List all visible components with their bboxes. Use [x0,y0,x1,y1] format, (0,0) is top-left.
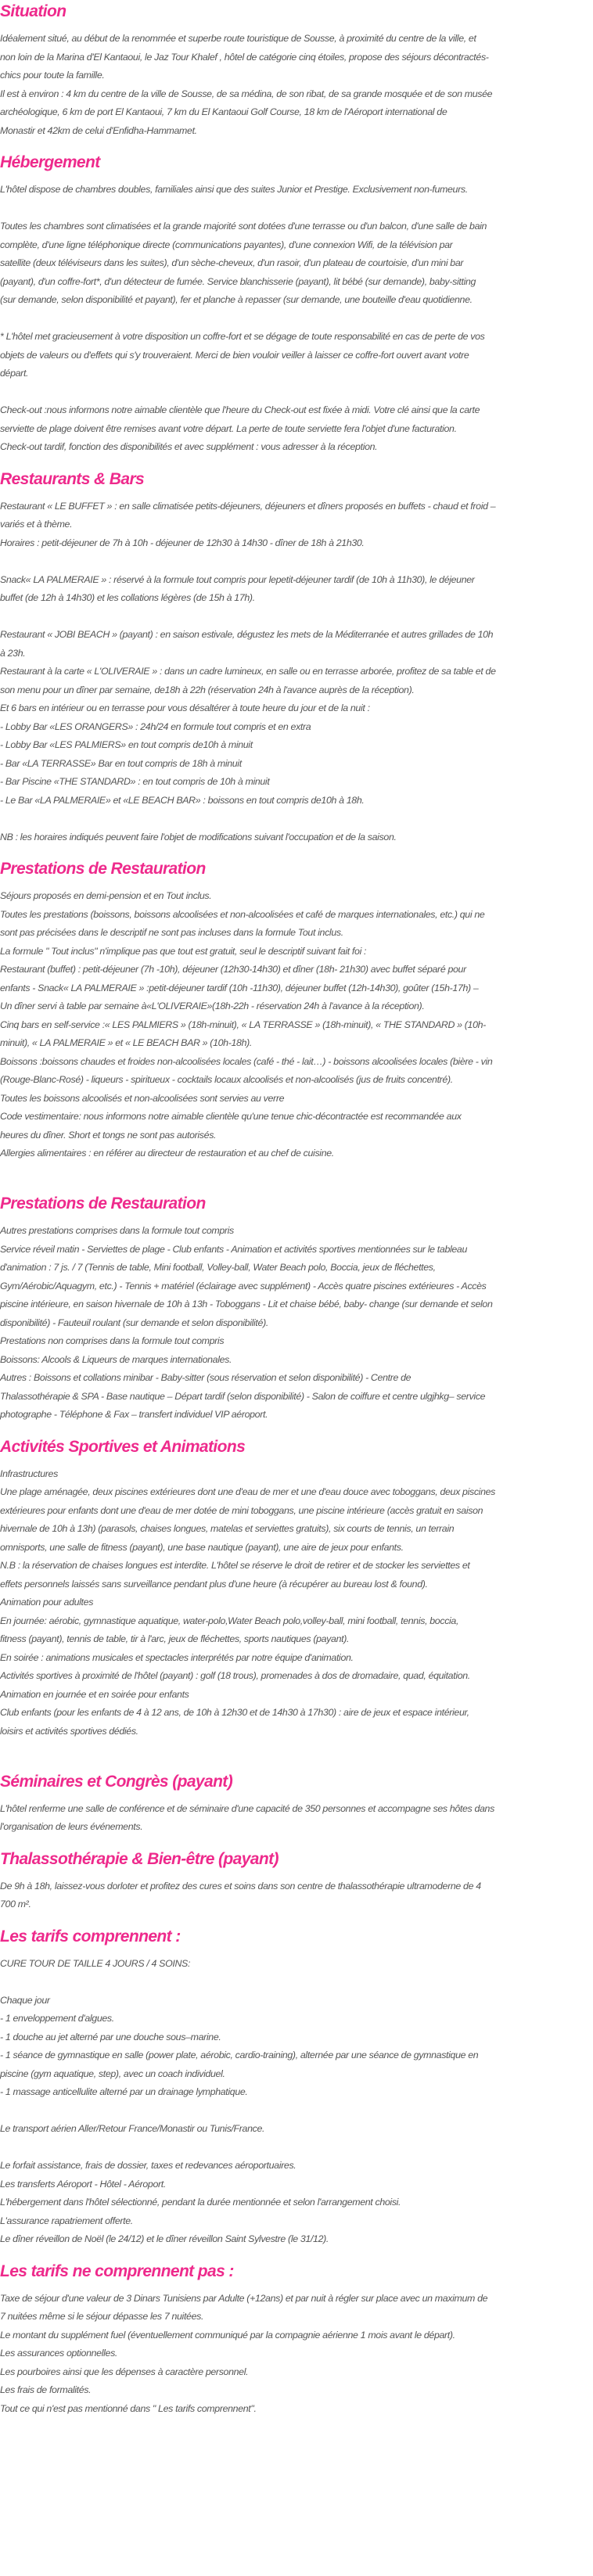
blank-line [0,310,591,329]
blank-line [0,1163,591,1182]
text-line: - 1 enveloppement d'algues. [0,2013,114,2024]
section-heading-tarifs-ne-comprennent-pas: Les tarifs ne comprennent pas : [0,2262,234,2280]
text-line: hivernale de 10h à 13h) (parasols, chaises longues, matelas et serviettes gratuits), six courts de tennis, un terrain [0,1523,455,1534]
text-line: Le forfait assistance, frais de dossier, taxes et redevances aéroportuaires. [0,2160,296,2171]
spacer [0,1181,591,1192]
section-heading-activites: Activités Sportives et Animations [0,1437,246,1456]
text-line: satellite (deux téléviseurs dans les suites), d'un sèche-cheveux, d'un rasoir, d'un plateau de courtoisie, d'un mini bar [0,257,464,268]
text-line: - Lobby Bar «LES PALMIERS» en tout compris de10h à minuit [0,739,253,750]
text-line: Les frais de formalités. [0,2384,92,2395]
text-line: l'organisation de leurs événements. [0,1821,143,1832]
section-prestations-restauration-2 [0,1181,591,1425]
text-line: Horaires : petit-déjeuner de 7h à 10h - déjeuner de 12h30 à 14h30 - dîner de 18h à 21h30. [0,537,365,548]
text-line: photographe - Téléphone & Fax – transfert individuel VIP aéroport. [0,1409,268,1420]
text-line: Toutes les prestations (boissons, boissons alcoolisées et non-alcoolisées et café de marques internationales, etc.) qui ne [0,908,485,920]
section-heading-prestations-restauration-1: Prestations de Restauration [0,860,206,878]
text-line: chics pour toute la famille. [0,70,105,81]
text-line: Les pourboires ainsi que les dépenses à caractère personnel. [0,2366,249,2377]
text-line: Le transport aérien Aller/Retour France/Monastir ou Tunis/France. [0,2123,265,2134]
text-line: Toutes les boissons alcoolisés et non-alcoolisées sont servies au verre [0,1092,285,1104]
text-line: - Bar Piscine «THE STANDARD» : en tout compris de 10h à minuit [0,776,270,787]
text-line: départ. [0,368,29,379]
text-line: Taxe de séjour d'une valeur de 3 Dinars Tunisiens par Adulte (+12ans) et par nuit à régler sur place avec un maximum de [0,2292,488,2304]
text-line: minuit), « LA PALMERAIE » et « LE BEACH BAR » (10h-18h). [0,1037,252,1048]
text-line: Tout ce qui n'est pas mentionné dans " Les tarifs comprennent". [0,2402,257,2414]
text-line: Thalassothérapie & SPA - Base nautique – Départ tardif (selon disponibilité) - Salon de coiffure et centre ulgjhkg– service [0,1390,486,1402]
section-heading-tarifs-comprennent: Les tarifs comprennent : [0,1927,181,1945]
spacer [0,457,591,468]
text-line: fitness (payant), tennis de table, tir à l'arc, jeux de fléchettes, sports nautiques (payant). [0,1633,350,1644]
text-line: heures du dîner. Short et tongs ne sont pas autorisés. [0,1129,217,1141]
spacer [0,140,591,151]
text-line: Restaurant à la carte « L'OLIVERAIE » : dans un cadre lumineux, en salle ou en terrasse arborée, profitez de sa table et de [0,666,496,677]
text-line: Toutes les chambres sont climatisées et la grande majorité sont dotées d'une terrasse ou d'un balcon, d'une salle de bain [0,221,487,232]
blank-line [0,810,591,828]
section-body [0,1955,591,2249]
text-line: Le montant du supplément fuel (éventuellement communiqué par la compagnie aérienne 1 mois avant le départ). [0,2329,455,2341]
spacer [0,1837,591,1848]
text-line: - Bar «LA TERRASSE» Bar en tout compris de 18h à minuit [0,757,242,769]
section-body [0,1222,591,1425]
text-line: (sur demande, selon disponibilité et payant), fer et planche à repasser (sur demande, une bouteille d'eau quotidienne. [0,294,473,305]
section-heading-thalasso: Thalassothérapie & Bien-être (payant) [0,1849,279,1868]
text-line: - Lobby Bar «LES ORANGERS» : 24h/24 en formule tout compris et en extra [0,720,311,732]
text-line: NB : les horaires indiqués peuvent faire l'objet de modifications suivant l'occupation et de la saison. [0,831,397,842]
section-situation [0,0,591,140]
text-line: Restaurant (buffet) : petit-déjeuner (7h -10h), déjeuner (12h30-14h30) et dîner (18h- 21h30) avec buffet séparé pour [0,964,466,975]
text-line: Il est à environ : 4 km du centre de la ville de Sousse, de sa médina, de son ribat, de sa grande mosquée et de son musée [0,88,493,99]
text-line: Et 6 bars en intérieur ou en terrasse pour vous désaltérer à toute heure du jour et de la nuit : [0,702,370,713]
text-line: En soirée : animations musicales et spectacles interprétés par notre équipe d'animation. [0,1651,354,1663]
text-line: Idéalement situé, au début de la renommée et superbe route touristique de Sousse, à proximité du centre de la ville, et [0,33,476,44]
spacer [0,174,591,181]
text-line: Check-out :nous informons notre aimable clientèle que l'heure du Check-out est fixée à midi. Votre clé ainsi que la carte [0,404,480,415]
text-line: Un dîner servi à table par semaine à«L'OLIVERAIE»(18h-22h - réservation 24h à l'avance à la réception). [0,1001,425,1011]
text-line: Prestations non comprises dans la formule tout compris [0,1335,225,1346]
text-line: Check-out tardif, fonction des disponibilités et avec supplément : vous adresser à la réception. [0,441,378,452]
text-line: enfants - Snack« LA PALMERAIE » :petit-déjeuner tardif (10h -11h30), déjeuner buffet (12h-14h30), goûter (15h-17h) – [0,982,479,993]
text-line: à 23h. [0,647,26,659]
text-line: - 1 séance de gymnastique en salle (power plate, aérobic, cardio-training), alternée par une séance de gymnastique en [0,2050,479,2060]
section-body [0,1465,591,1759]
section-prestations-restauration-1 [0,846,591,1181]
text-line: - 1 douche au jet alterné par une douche sous–marine. [0,2031,221,2042]
text-line: N.B : la réservation de chaises longues est interdite. L'hôtel se réserve le droit de retirer et de stocker les serviettes et [0,1560,470,1571]
section-body [0,1877,591,1914]
text-line: omnisports, une salle de fitness (payant), une base nautique (payant), une aire de jeux pour enfants. [0,1541,404,1553]
text-line: piscine (gym aquatique, step), avec un coach individuel. [0,2068,225,2079]
text-line: Autres : Boissons et collations minibar - Baby-sitter (sous réservation et selon disponibilité) - Centre de [0,1372,412,1383]
spacer [0,1871,591,1877]
blank-line [0,383,591,402]
text-line: L'hôtel dispose de chambres doubles, familiales ainsi que des suites Junior et Prestige. Exclusivement non-fumeurs. [0,184,468,195]
text-line: Service réveil matin - Serviettes de plage - Club enfants - Animation et activités sportives mentionnées sur le tableau [0,1243,468,1255]
blank-line [0,199,591,218]
text-line: Cinq bars en self-service :« LES PALMIERS » (18h-minuit), « LA TERRASSE » (18h-minuit), « THE STANDARD » (10h- [0,1019,486,1030]
section-heading-seminaires: Séminaires et Congrès (payant) [0,1772,233,1791]
text-line: Chaque jour [0,1994,50,2006]
blank-line [0,608,591,627]
text-line: (payant), d'un coffre-fort*, d'un détecteur de fumée. Service blanchisserie (payant), lit bébé (sur demande), baby-sitting [0,275,476,287]
text-line: non loin de la Marina d'El Kantaoui, le Jaz Tour Khalef , hôtel de catégorie cinq étoiles, propose des séjours décontractés- [0,51,489,63]
spacer [0,2283,591,2290]
text-line: buffet (de 12h à 14h30) et les collations légères (de 15h à 17h). [0,592,255,603]
blank-line [0,1973,591,1992]
text-line: Infrastructures [0,1468,58,1479]
spacer [0,2249,591,2260]
text-line: 7 nuitées même si le séjour dépasse les 7 nuitées. [0,2311,204,2322]
text-line: Animation en journée et en soirée pour enfants [0,1688,189,1700]
text-line: variés et à thème. [0,519,73,530]
spacer [0,881,591,887]
section-body [0,30,591,140]
spacer [0,491,591,498]
blank-line [0,552,591,571]
section-body [0,181,591,457]
section-seminaires [0,1759,591,1837]
text-line: complète, d'une ligne téléphonique directe (communications payantes), d'une connexion Wifi, de la télévision par [0,239,453,250]
text-line: Animation pour adultes [0,1597,94,1608]
spacer [0,1459,591,1465]
text-line: Boissons: Alcools & Liqueurs de marques internationales. [0,1353,232,1365]
spacer [0,1949,591,1955]
text-line: Club enfants (pour les enfants de 4 à 12 ans, de 10h à 12h30 et de 14h30 à 17h30) : aire de jeux et espace intérieur, [0,1707,469,1718]
section-hebergement [0,140,591,457]
spacer [0,1794,591,1800]
section-body [0,1800,591,1837]
section-heading-situation: Situation [0,2,66,20]
text-line: Code vestimentaire: nous informons notre aimable clientèle qu'une tenue chic-décontractée est recommandée aux [0,1111,462,1122]
text-line: extérieures pour enfants dont une d'eau de mer dotée de mini toboggans, une piscine intérieure (accès gratuit en saison [0,1504,483,1516]
text-line: Séjours proposés en demi-pension et en Tout inclus. [0,890,212,901]
spacer [0,1759,591,1770]
text-line: Allergies alimentaires : en référer au directeur de restauration et au chef de cuisine. [0,1148,334,1159]
section-body [0,2290,591,2419]
text-line: Les transferts Aéroport - Hôtel - Aéroport. [0,2178,166,2190]
blank-line [0,2139,591,2157]
spacer [0,846,591,857]
text-line: Snack« LA PALMERAIE » : réservé à la formule tout compris pour lepetit-déjeuner tardif (de 10h à 11h30), le déjeuner [0,573,475,585]
text-line: De 9h à 18h, laissez-vous dorloter et profitez des cures et soins dans son centre de thalassothérapie ultramoderne de 4 [0,1880,481,1892]
spacer [0,1914,591,1925]
section-body [0,498,591,847]
section-heading-restaurants-bars: Restaurants & Bars [0,469,145,488]
text-line: disponibilité) - Fauteuil roulant (sur demande et selon disponibilité). [0,1317,268,1328]
text-line: loisirs et activités sportives dédiés. [0,1725,138,1737]
text-line: Restaurant « LE BUFFET » : en salle climatisée petits-déjeuners, déjeuners et dîners proposés en buffets - chaud et froid – [0,500,496,512]
text-line: archéologique, 6 km de port El Kantaoui, 7 km du El Kantaoui Golf Course, 18 km de l'Aéroport international de [0,106,447,117]
text-line: d'animation : 7 js. / 7 (Tennis de table, Mini football, Volley-ball, Water Beach polo, Boccia, jeux de fléchettes, [0,1262,436,1273]
text-line: objets de valeurs ou d'effets qui s'y trouveraient. Merci de bien vouloir veiller à laisser ce coffre-fort ouvert avant votre [0,349,469,361]
section-activites [0,1425,591,1759]
text-line: L'hébergement dans l'hôtel sélectionné, pendant la durée mentionnée et selon l'arrangement choisi. [0,2197,401,2208]
text-line: effets personnels laissés sans surveillance pendant plus d'une heure (à récupérer au bureau lost & found). [0,1578,428,1590]
text-line: Activités sportives à proximité de l'hôtel (payant) : golf (18 trous), promenades à dos de dromadaire, quad, équitation. [0,1670,470,1681]
section-thalasso [0,1837,591,1914]
blank-line [0,2102,591,2121]
text-line: sont pas précisées dans le descriptif ne sont pas incluses dans la formule Tout inclus. [0,927,343,938]
spacer [0,23,591,30]
text-line: piscine intérieure, en saison hivernale de 10h à 13h - Toboggans - Lit et chaise bébé, baby- change (sur demande et selon [0,1299,493,1310]
text-line: - 1 massage anticellulite alterné par un drainage lymphatique. [0,2086,248,2097]
section-restaurants-bars [0,457,591,847]
text-line: Autres prestations comprises dans la formule tout compris [0,1225,234,1236]
section-tarifs-comprennent [0,1914,591,2249]
spacer [0,1425,591,1435]
blank-line [0,1741,591,1759]
text-line: Gym/Aérobic/Aquagym, etc.) - Tennis + matériel (éclairage avec supplément) - Accès quatre piscines extérieures - Accès [0,1280,487,1292]
spacer [0,1216,591,1222]
section-heading-hebergement: Hébergement [0,153,100,171]
text-line: Monastir et 42km de celui d'Enfidha-Hammamet. [0,124,197,136]
text-line: - Le Bar «LA PALMERAIE» et «LE BEACH BAR» : boissons en tout compris de10h à 18h. [0,794,365,806]
text-line: CURE TOUR DE TAILLE 4 JOURS / 4 SOINS: [0,1957,191,1969]
section-heading-prestations-restauration-2: Prestations de Restauration [0,1195,206,1213]
text-line: Restaurant « JOBI BEACH » (payant) : en saison estivale, dégustez les mets de la Méditerranée et autres grillades de 10h [0,629,494,640]
section-tarifs-ne-comprennent-pas [0,2249,591,2419]
text-line: Boissons :boissons chaudes et froides non-alcoolisées locales (café - thé - lait…) - boissons alcoolisées locales (bière - vin [0,1055,493,1067]
text-line: son menu pour un dîner par semaine, de18h à 22h (réservation 24h à l'avance auprès de la réception). [0,684,415,695]
section-body [0,887,591,1181]
text-line: * L'hôtel met gracieusement à votre disposition un coffre-fort et se dégage de toute responsabilité en cas de perte de vos [0,331,485,342]
text-line: La formule " Tout inclus" n'implique pas que tout est gratuit, seul le descriptif suivant fait foi : [0,945,367,957]
text-line: Les assurances optionnelles. [0,2348,118,2359]
text-line: En journée: aérobic, gymnastique aquatique, water-polo,Water Beach polo,volley-ball, mini football, tennis, boccia, [0,1615,459,1626]
text-line: L'hôtel renferme une salle de conférence et de séminaire d'une capacité de 350 personnes et accompagne ses hôtes dans [0,1802,494,1814]
text-line: (Rouge-Blanc-Rosé) - liqueurs - spiritueux - cocktails locaux alcoolisés et non-alcoolisés (jus de fruits concentré). [0,1074,453,1085]
text-line: Une plage aménagée, deux piscines extérieures dont une d'eau de mer et une d'eau douce avec toboggans, deux piscines [0,1486,496,1497]
text-line: Le dîner réveillon de Noël (le 24/12) et le dîner réveillon Saint Sylvestre (le 31/12). [0,2233,329,2244]
text-line: L'assurance rapatriement offerte. [0,2215,133,2226]
text-line: serviette de plage doivent être remises avant votre départ. La perte de toute serviette fera l'objet d'une facturation. [0,422,457,434]
text-line: 700 m². [0,1899,31,1910]
